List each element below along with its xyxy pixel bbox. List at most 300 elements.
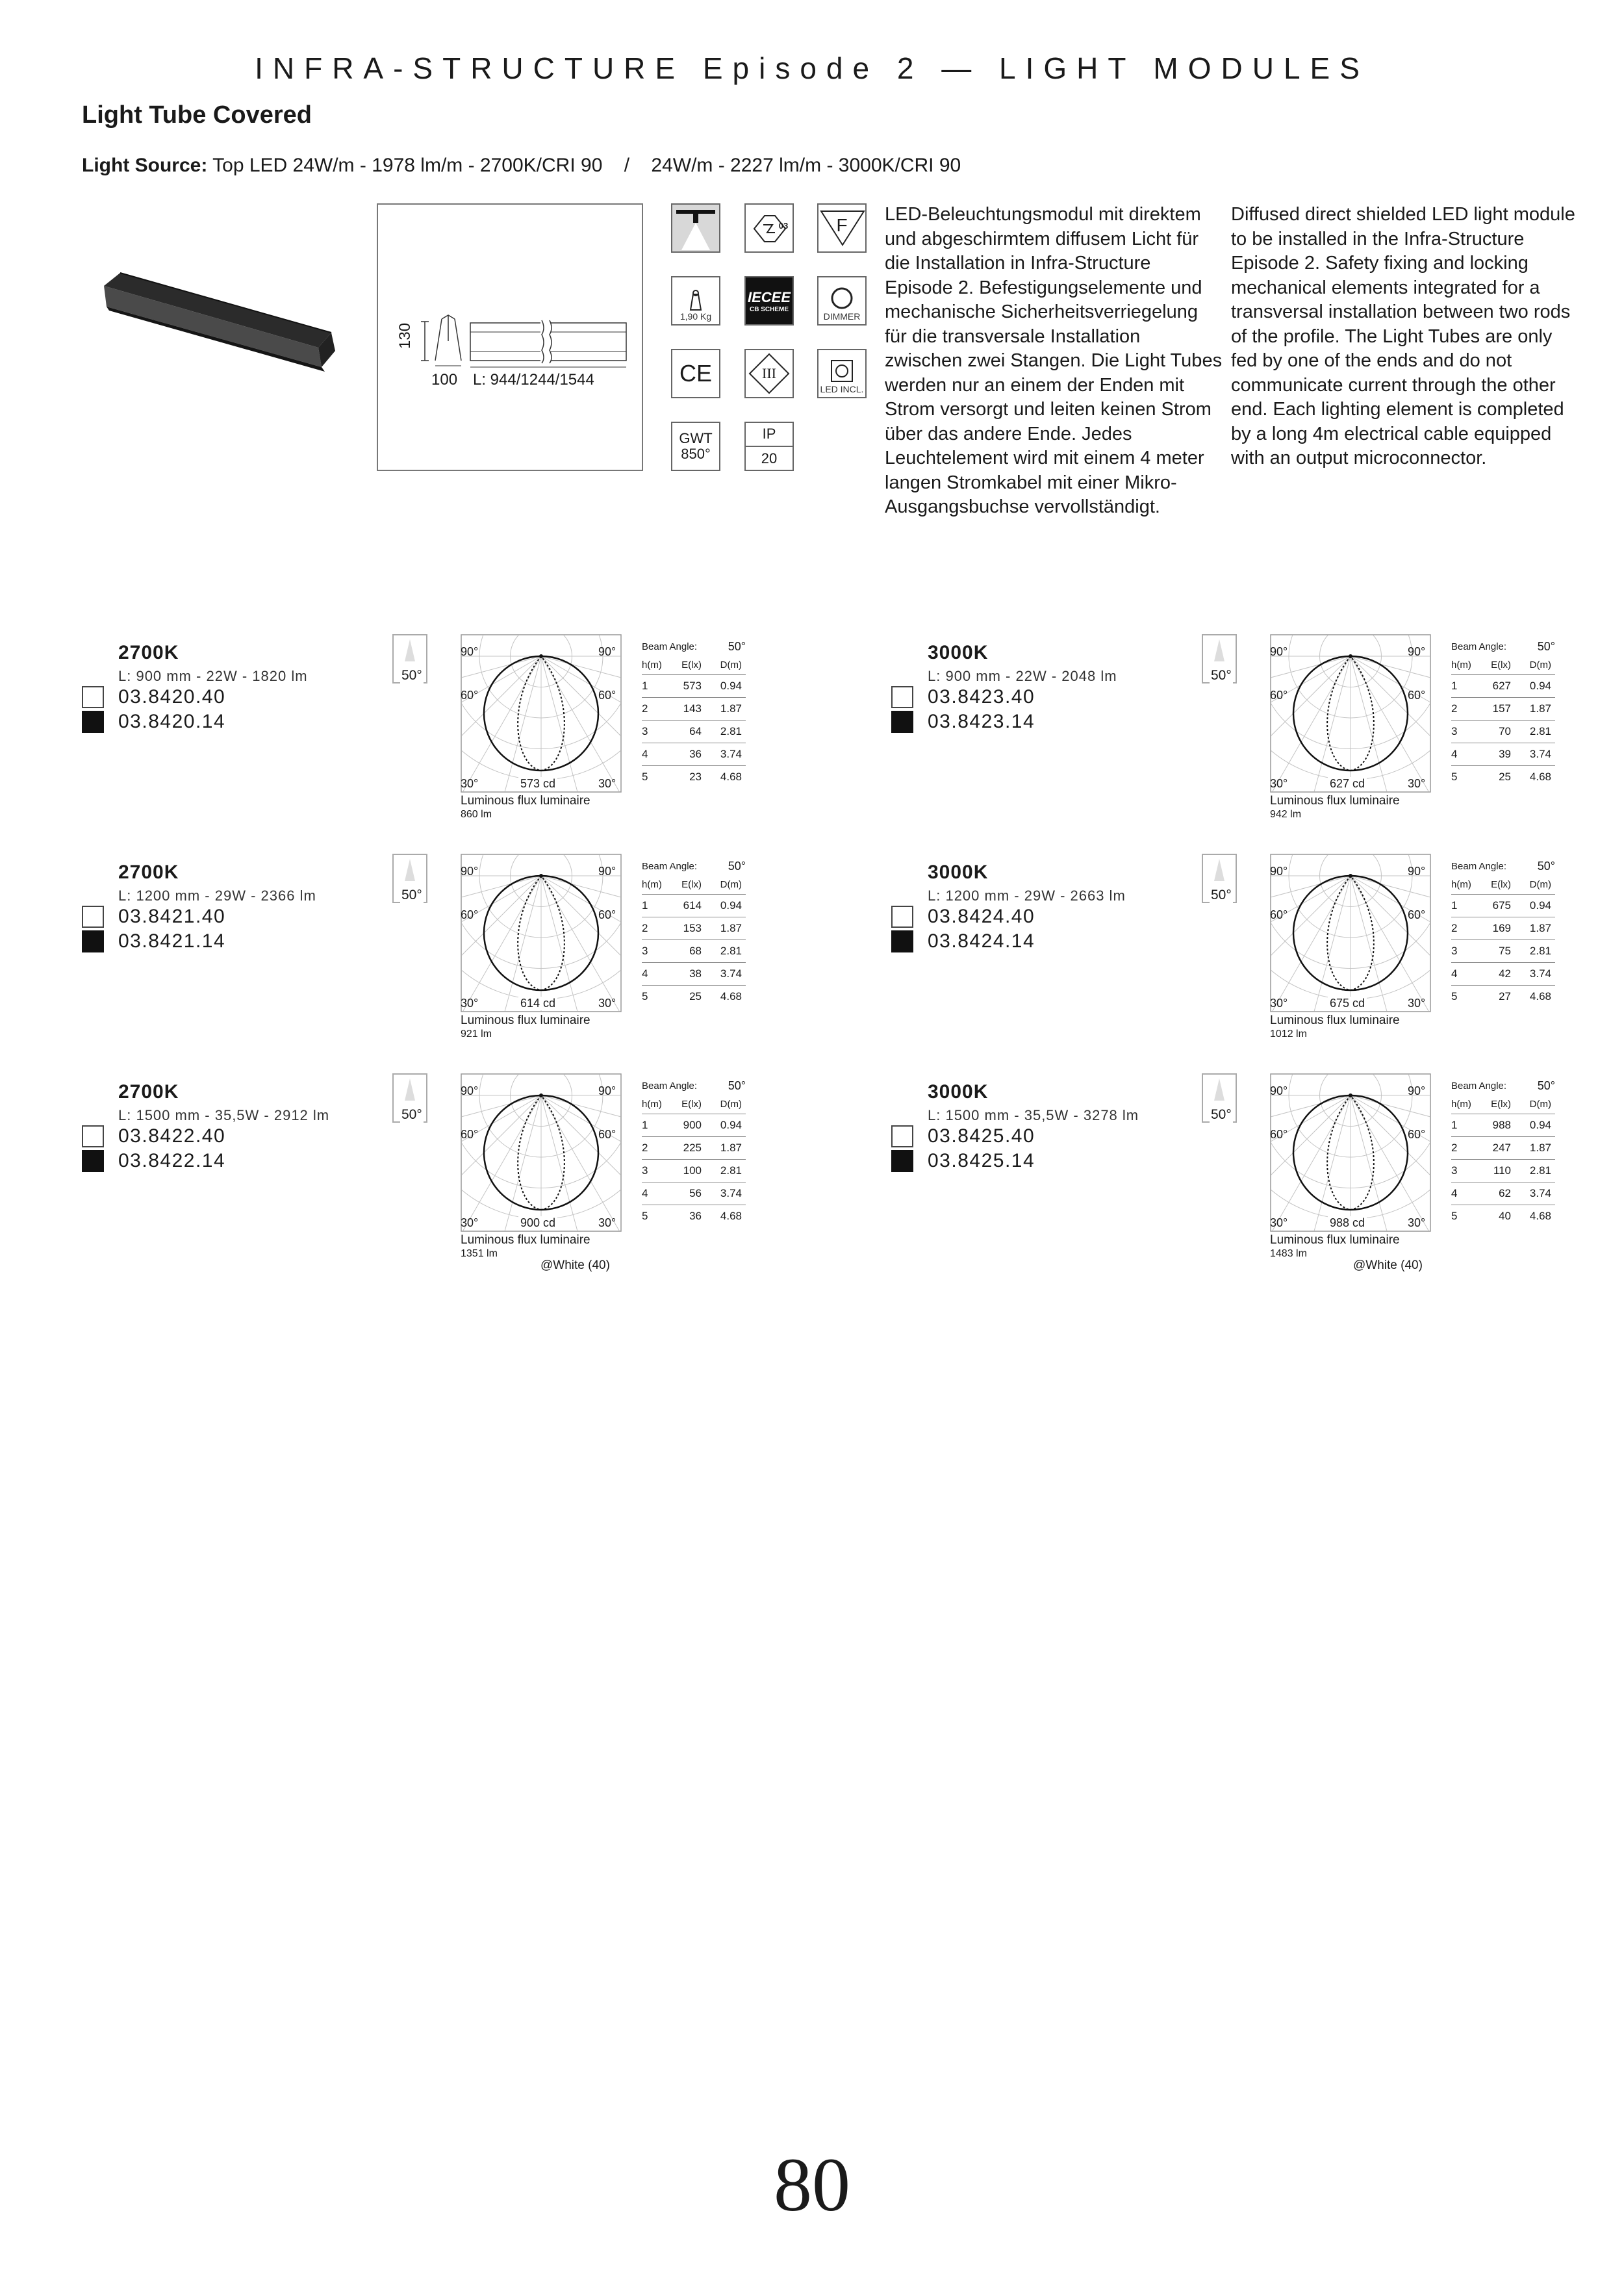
polar-diagram — [1270, 1073, 1431, 1232]
dimmer-icon — [817, 276, 867, 326]
cell-illuminance: 36 — [689, 1210, 702, 1222]
ip-label: IP — [746, 422, 793, 447]
code-row-white — [891, 1124, 1035, 1149]
code-row-black — [891, 929, 1035, 954]
cell-diameter: 2.81 — [720, 725, 742, 737]
code-row-black — [82, 929, 225, 954]
product-code-black: 03.8424.14 — [928, 930, 1035, 952]
glow-wire-icon — [671, 422, 720, 471]
table-row — [1451, 766, 1555, 788]
cell-illuminance: 42 — [1499, 967, 1511, 980]
polar-label-90-right: 90° — [1408, 1084, 1426, 1097]
page-number: 80 — [774, 2142, 850, 2227]
code-row-white — [891, 685, 1035, 709]
cell-illuminance: 68 — [689, 945, 702, 957]
cell-height: 4 — [642, 967, 648, 980]
white-finish-swatch — [891, 686, 913, 708]
cell-diameter: 4.68 — [1529, 771, 1551, 783]
polar-label-30-right: 30° — [1408, 777, 1426, 790]
photometric-table — [1451, 638, 1555, 788]
luminous-flux-value: 1012 lm — [1270, 1028, 1307, 1040]
cell-illuminance: 70 — [1499, 725, 1511, 737]
table-row — [1451, 1114, 1555, 1137]
polar-label-90-left: 90° — [461, 645, 479, 658]
black-finish-swatch — [82, 711, 104, 733]
col-height: h(m) — [1451, 878, 1471, 890]
polar-label-30-left: 30° — [1270, 997, 1288, 1010]
beam-angle-badge: 50° — [1211, 668, 1232, 683]
table-row — [642, 743, 746, 766]
width-dimension: 100 — [431, 371, 458, 389]
polar-diagram — [1270, 854, 1431, 1012]
col-height: h(m) — [1451, 659, 1471, 671]
polar-label-90-left: 90° — [1270, 645, 1288, 658]
description-en: Diffused direct shielded LED light module to be installed in the Infra-Structure Episode 2. Safety fixing and locking mechanical elements integrated for a transversal installation between two rods of the profile. The Light Tubes are only fed by one of the ends and do not communicate current through the other end. Each lighting element is completed by a long 4m electrical cable equipped with an output microconnector. — [1231, 204, 1575, 468]
black-finish-swatch — [82, 1150, 104, 1172]
polar-label-30-right: 30° — [1408, 1216, 1426, 1229]
col-diameter: D(m) — [1529, 659, 1551, 671]
cell-illuminance: 64 — [689, 725, 702, 737]
cell-diameter: 2.81 — [720, 1164, 742, 1177]
color-temperature: 3000K — [928, 862, 989, 883]
cell-illuminance: 169 — [1492, 922, 1511, 934]
polar-label-30-left: 30° — [461, 997, 479, 1010]
product-code-black: 03.8420.14 — [118, 711, 226, 732]
polar-label-90-left: 90° — [1270, 1084, 1288, 1097]
cell-height: 2 — [642, 1142, 648, 1154]
variant-spec: L: 1200 mm - 29W - 2366 lm — [118, 888, 316, 904]
cell-illuminance: 110 — [1493, 1164, 1511, 1177]
series-title: INFRA-STRUCTURE Episode 2 — LIGHT MODULES — [255, 51, 1369, 85]
cell-diameter: 2.81 — [1529, 1164, 1551, 1177]
cell-illuminance: 62 — [1499, 1187, 1511, 1199]
table-header — [642, 875, 746, 895]
variant-spec: L: 1500 mm - 35,5W - 3278 lm — [928, 1107, 1139, 1123]
col-diameter: D(m) — [720, 1098, 742, 1110]
polar-label-60-right: 60° — [1408, 689, 1426, 702]
cell-diameter: 0.94 — [1529, 1119, 1551, 1131]
dimmer-label: DIMMER — [823, 311, 861, 322]
variant-block — [891, 639, 1606, 856]
table-row — [642, 895, 746, 917]
weight-value: 1,90 Kg — [679, 311, 712, 322]
product-code-black: 03.8422.14 — [118, 1150, 226, 1171]
technical-drawing — [377, 203, 643, 471]
polar-label-60-left: 60° — [461, 689, 479, 702]
protection-class-icon — [744, 349, 794, 398]
luminous-flux-value: 1483 lm — [1270, 1248, 1307, 1259]
cell-diameter: 1.87 — [720, 922, 742, 934]
cell-height: 3 — [1451, 1164, 1458, 1177]
cell-diameter: 2.81 — [1529, 725, 1551, 737]
product-code-white: 03.8422.40 — [118, 1125, 226, 1147]
cell-diameter: 1.87 — [1529, 922, 1551, 934]
led-included-icon — [817, 349, 867, 398]
polar-label-30-right: 30° — [598, 777, 616, 790]
code-row-black — [82, 1149, 225, 1173]
luminous-flux-label: Luminous flux luminaire — [461, 1233, 590, 1247]
cell-diameter: 0.94 — [1529, 899, 1551, 912]
color-temperature: 2700K — [118, 1081, 179, 1103]
table-header — [1451, 1094, 1555, 1114]
cell-illuminance: 38 — [689, 967, 702, 980]
cell-height: 5 — [642, 990, 648, 1003]
white-finish-swatch — [82, 906, 104, 928]
table-row — [1451, 1160, 1555, 1182]
cell-height: 1 — [642, 899, 648, 912]
cell-illuminance: 225 — [683, 1142, 702, 1154]
polar-label-90-left: 90° — [1270, 865, 1288, 878]
cell-diameter: 1.87 — [1529, 1142, 1551, 1154]
cell-diameter: 3.74 — [1529, 748, 1551, 760]
cell-height: 5 — [1451, 990, 1458, 1003]
code-row-black — [891, 709, 1035, 734]
col-diameter: D(m) — [1529, 1098, 1551, 1110]
table-row — [1451, 675, 1555, 698]
table-row — [1451, 1205, 1555, 1227]
cell-diameter: 0.94 — [720, 1119, 742, 1131]
cell-diameter: 0.94 — [720, 680, 742, 692]
col-height: h(m) — [642, 1098, 662, 1110]
table-row — [642, 986, 746, 1008]
polar-label-90-right: 90° — [1408, 865, 1426, 878]
cell-height: 3 — [1451, 725, 1458, 737]
beam-angle-label: Beam Angle: — [642, 641, 698, 652]
polar-label-90-left: 90° — [461, 865, 479, 878]
f-mark-icon — [817, 203, 867, 253]
cell-illuminance: 247 — [1492, 1142, 1511, 1154]
luminous-flux-label: Luminous flux luminaire — [1270, 1233, 1400, 1247]
product-code-black: 03.8423.14 — [928, 711, 1035, 732]
black-finish-swatch — [891, 1150, 913, 1172]
height-dimension: 130 — [396, 322, 414, 349]
white-note-left: @White (40) — [540, 1258, 610, 1272]
black-finish-swatch — [891, 711, 913, 733]
cell-illuminance: 627 — [1492, 680, 1511, 692]
beam-angle-badge: 50° — [401, 888, 422, 902]
cell-illuminance: 143 — [683, 702, 702, 715]
col-illuminance: E(lx) — [1491, 878, 1511, 890]
photometric-table — [642, 638, 746, 788]
table-header — [642, 1094, 746, 1114]
cell-height: 3 — [642, 725, 648, 737]
cell-height: 4 — [1451, 748, 1458, 760]
cell-diameter: 4.68 — [720, 1210, 742, 1222]
variant-block — [82, 1081, 796, 1296]
peak-intensity: 675 cd — [1328, 997, 1367, 1010]
luminous-flux-value: 1351 lm — [461, 1248, 498, 1259]
beam-angle-value: 50° — [1537, 1079, 1555, 1092]
cell-height: 4 — [1451, 1187, 1458, 1199]
polar-label-90-left: 90° — [461, 1084, 479, 1097]
cell-diameter: 0.94 — [720, 899, 742, 912]
cell-illuminance: 25 — [689, 990, 702, 1003]
cell-height: 5 — [1451, 771, 1458, 783]
polar-diagram — [461, 1073, 622, 1232]
table-row — [1451, 721, 1555, 743]
polar-label-60-left: 60° — [461, 908, 479, 921]
variant-spec: L: 900 mm - 22W - 1820 lm — [118, 668, 308, 684]
polar-label-90-right: 90° — [598, 645, 616, 658]
table-row — [642, 1182, 746, 1205]
cell-diameter: 3.74 — [1529, 967, 1551, 980]
polar-label-60-left: 60° — [1270, 1128, 1288, 1141]
cell-illuminance: 675 — [1492, 899, 1511, 912]
cell-illuminance: 614 — [683, 899, 702, 912]
cell-height: 1 — [1451, 899, 1458, 912]
iecee-icon — [744, 276, 794, 326]
polar-label-60-right: 60° — [1408, 1128, 1426, 1141]
beam-angle-value: 50° — [728, 639, 746, 653]
variant-spec: L: 900 mm - 22W - 2048 lm — [928, 668, 1117, 684]
cell-height: 3 — [642, 1164, 648, 1177]
cell-illuminance: 27 — [1499, 990, 1511, 1003]
col-illuminance: E(lx) — [1491, 1098, 1511, 1110]
product-title: Light Tube Covered — [82, 101, 312, 129]
cell-diameter: 4.68 — [720, 771, 742, 783]
cell-diameter: 4.68 — [1529, 1210, 1551, 1222]
polar-label-30-right: 30° — [598, 1216, 616, 1229]
polar-label-60-right: 60° — [598, 908, 616, 921]
product-code-white: 03.8424.40 — [928, 906, 1035, 927]
polar-label-30-left: 30° — [1270, 777, 1288, 790]
cell-illuminance: 40 — [1499, 1210, 1511, 1222]
variant-spec: L: 1500 mm - 35,5W - 2912 lm — [118, 1107, 330, 1123]
polar-label-90-right: 90° — [1408, 645, 1426, 658]
table-row — [642, 1137, 746, 1160]
product-code-white: 03.8423.40 — [928, 686, 1035, 708]
peak-intensity: 614 cd — [518, 997, 557, 1010]
product-code-black: 03.8421.14 — [118, 930, 226, 952]
iecee-sub-label: CB SCHEME — [749, 305, 789, 313]
col-illuminance: E(lx) — [681, 659, 702, 671]
cell-height: 2 — [1451, 922, 1458, 934]
table-header — [1451, 875, 1555, 895]
cell-illuminance: 153 — [683, 922, 702, 934]
white-finish-swatch — [82, 1125, 104, 1147]
cell-illuminance: 23 — [689, 771, 702, 783]
cell-diameter: 1.87 — [720, 1142, 742, 1154]
energy-class-number: 03 — [778, 220, 789, 231]
polar-label-60-left: 60° — [1270, 689, 1288, 702]
code-row-white — [82, 1124, 225, 1149]
cell-height: 5 — [642, 1210, 648, 1222]
code-row-white — [82, 904, 225, 929]
polar-label-60-right: 60° — [598, 1128, 616, 1141]
col-height: h(m) — [642, 878, 662, 890]
variant-block — [891, 1081, 1606, 1296]
cell-diameter: 3.74 — [720, 1187, 742, 1199]
cell-illuminance: 900 — [683, 1119, 702, 1131]
product-photo — [97, 260, 338, 374]
col-illuminance: E(lx) — [681, 1098, 702, 1110]
white-note-right: @White (40) — [1353, 1258, 1423, 1272]
code-row-white — [891, 904, 1035, 929]
beam-angle-label: Beam Angle: — [1451, 1080, 1507, 1092]
light-source-label: Light Source: — [82, 155, 208, 176]
peak-intensity: 627 cd — [1328, 777, 1367, 791]
cell-diameter: 2.81 — [1529, 945, 1551, 957]
cell-height: 3 — [642, 945, 648, 957]
col-diameter: D(m) — [1529, 878, 1551, 890]
photometric-table — [642, 858, 746, 1008]
polar-label-90-right: 90° — [598, 1084, 616, 1097]
color-temperature: 2700K — [118, 862, 179, 883]
table-row — [1451, 743, 1555, 766]
variant-block — [82, 859, 796, 1076]
cell-illuminance: 157 — [1492, 702, 1511, 715]
cell-illuminance: 100 — [683, 1164, 702, 1177]
cell-height: 4 — [642, 1187, 648, 1199]
product-code-white: 03.8420.40 — [118, 686, 226, 708]
table-row — [642, 917, 746, 940]
code-row-black — [891, 1149, 1035, 1173]
cell-height: 1 — [642, 680, 648, 692]
table-row — [642, 1205, 746, 1227]
ip-rating-icon — [744, 422, 794, 471]
product-code-white: 03.8421.40 — [118, 906, 226, 927]
luminous-flux-value: 942 lm — [1270, 809, 1302, 820]
cell-height: 1 — [642, 1119, 648, 1131]
black-finish-swatch — [82, 930, 104, 952]
product-code-black: 03.8425.14 — [928, 1150, 1035, 1171]
cell-illuminance: 56 — [689, 1187, 702, 1199]
table-row — [642, 1160, 746, 1182]
gwt-label: GWT — [679, 430, 713, 446]
cell-height: 2 — [642, 702, 648, 715]
light-source-text: Top LED 24W/m - 1978 lm/m - 2700K/CRI 90 / 24W/m - 2227 lm/m - 3000K/CRI 90 — [212, 155, 961, 176]
col-height: h(m) — [1451, 1098, 1471, 1110]
luminous-flux-value: 860 lm — [461, 809, 492, 820]
led-included-label: LED INCL. — [820, 384, 864, 394]
polar-label-30-left: 30° — [461, 777, 479, 790]
cell-height: 5 — [1451, 1210, 1458, 1222]
color-temperature: 3000K — [928, 642, 989, 663]
beam-angle-value: 50° — [728, 1079, 746, 1092]
cell-illuminance: 573 — [683, 680, 702, 692]
cell-illuminance: 75 — [1499, 945, 1511, 957]
cell-height: 4 — [642, 748, 648, 760]
col-illuminance: E(lx) — [1491, 659, 1511, 671]
ceiling-mount-icon — [671, 203, 720, 253]
gwt-value: 850° — [681, 446, 711, 462]
table-row — [642, 963, 746, 986]
polar-label-60-right: 60° — [1408, 908, 1426, 921]
col-illuminance: E(lx) — [681, 878, 702, 890]
table-row — [1451, 986, 1555, 1008]
length-dimension: L: 944/1244/1544 — [473, 371, 594, 389]
polar-label-30-left: 30° — [461, 1216, 479, 1229]
cell-diameter: 3.74 — [720, 967, 742, 980]
cell-height: 4 — [1451, 967, 1458, 980]
polar-diagram — [461, 634, 622, 793]
color-temperature: 3000K — [928, 1081, 989, 1103]
beam-angle-label: Beam Angle: — [1451, 641, 1507, 652]
peak-intensity: 988 cd — [1328, 1216, 1367, 1230]
photometric-table — [1451, 858, 1555, 1008]
beam-angle-value: 50° — [1537, 859, 1555, 873]
variant-block — [891, 859, 1606, 1076]
table-row — [642, 940, 746, 963]
f-mark-label: F — [836, 215, 848, 235]
beam-angle-badge: 50° — [401, 668, 422, 683]
cell-illuminance: 36 — [689, 748, 702, 760]
cell-height: 5 — [642, 771, 648, 783]
table-row — [1451, 698, 1555, 721]
beam-angle-label: Beam Angle: — [642, 1080, 698, 1092]
cell-height: 3 — [1451, 945, 1458, 957]
cell-height: 2 — [1451, 702, 1458, 715]
protection-class-label: III — [762, 365, 776, 381]
cell-diameter: 0.94 — [1529, 680, 1551, 692]
ce-mark-icon — [671, 349, 720, 398]
luminous-flux-label: Luminous flux luminaire — [461, 1014, 590, 1027]
polar-label-30-left: 30° — [1270, 1216, 1288, 1229]
beam-angle-value: 50° — [728, 859, 746, 873]
cell-diameter: 3.74 — [1529, 1187, 1551, 1199]
beam-angle-badge: 50° — [1211, 1107, 1232, 1122]
variant-block — [82, 639, 796, 856]
table-row — [642, 1114, 746, 1137]
cell-diameter: 1.87 — [720, 702, 742, 715]
peak-intensity: 900 cd — [518, 1216, 557, 1230]
polar-label-30-right: 30° — [598, 997, 616, 1010]
cell-height: 1 — [1451, 680, 1458, 692]
peak-intensity: 573 cd — [518, 777, 557, 791]
table-row — [1451, 1182, 1555, 1205]
table-header — [1451, 655, 1555, 675]
weight-icon — [671, 276, 720, 326]
luminous-flux-label: Luminous flux luminaire — [1270, 794, 1400, 808]
photometric-table — [642, 1077, 746, 1227]
polar-label-30-right: 30° — [1408, 997, 1426, 1010]
polar-label-90-right: 90° — [598, 865, 616, 878]
beam-angle-label: Beam Angle: — [1451, 860, 1507, 872]
code-row-black — [82, 709, 225, 734]
table-row — [1451, 963, 1555, 986]
product-code-white: 03.8425.40 — [928, 1125, 1035, 1147]
photometric-table — [1451, 1077, 1555, 1227]
white-finish-swatch — [891, 906, 913, 928]
cell-height: 2 — [1451, 1142, 1458, 1154]
luminous-flux-label: Luminous flux luminaire — [461, 794, 590, 808]
table-header — [642, 655, 746, 675]
beam-angle-badge: 50° — [1211, 888, 1232, 902]
variant-spec: L: 1200 mm - 29W - 2663 lm — [928, 888, 1126, 904]
luminous-flux-label: Luminous flux luminaire — [1270, 1014, 1400, 1027]
table-row — [1451, 1137, 1555, 1160]
table-row — [642, 675, 746, 698]
cell-diameter: 2.81 — [720, 945, 742, 957]
beam-angle-value: 50° — [1537, 639, 1555, 653]
table-row — [1451, 940, 1555, 963]
cell-diameter: 3.74 — [720, 748, 742, 760]
cell-height: 2 — [642, 922, 648, 934]
cell-diameter: 1.87 — [1529, 702, 1551, 715]
cell-diameter: 4.68 — [1529, 990, 1551, 1003]
white-finish-swatch — [891, 1125, 913, 1147]
cell-illuminance: 988 — [1492, 1119, 1511, 1131]
polar-diagram — [1270, 634, 1431, 793]
table-row — [642, 766, 746, 788]
cell-illuminance: 25 — [1499, 771, 1511, 783]
white-finish-swatch — [82, 686, 104, 708]
beam-angle-label: Beam Angle: — [642, 860, 698, 872]
energy-class-icon — [744, 203, 794, 253]
polar-label-60-right: 60° — [598, 689, 616, 702]
table-row — [642, 721, 746, 743]
iecee-label: IECEE — [747, 288, 791, 305]
